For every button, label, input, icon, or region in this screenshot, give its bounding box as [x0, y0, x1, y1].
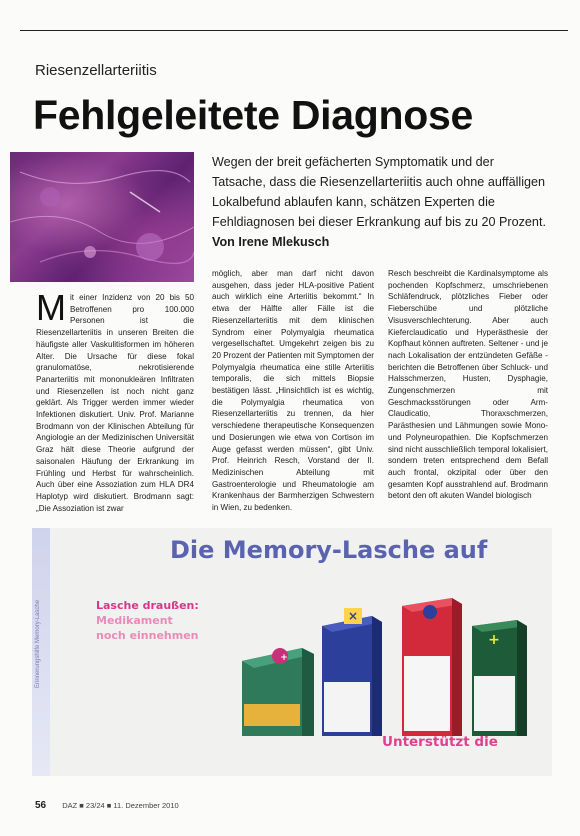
- page-number: 56: [35, 800, 47, 811]
- box-blue: [322, 608, 382, 736]
- ad-left-line-1: Lasche draußen:: [96, 599, 199, 612]
- medication-boxes: [232, 586, 532, 736]
- box-red: [402, 598, 462, 736]
- column-3-text: Resch beschreibt die Kardinalsymptome als pochenden Kopfschmerz, umschriebenen Schläfendruck, plötzliches Fieber oder Fieberschübe und plötzliche Visusverschlechterung. Aber auch Kieferclaudicatio und Hyperästhesie der Kopfhaut können auftreten. Seltener - und je nach Lokalisation der entzündeten Gefäße - berichten die Betroffenen über Schluck- und Halsschmerzen, Husten, Dysphagie, Zungenschmerzen mit Geschmacksstörungen oder Arm-Claudicatio, Thoraxschmerzen, Parästhesien und Lähmungen sowie Mono- und Polyneuropathien. Die Kopfschmerzen sind nicht ausschließlich temporal lokalisiert, sondern treten entsprechend dem Befall auch frontal, okzipital oder über den gesamten Kopf ausstrahlend auf. Brodmann betont den oft akuten Wandel biologisch: [388, 269, 548, 501]
- svg-text:+: +: [280, 653, 288, 663]
- ad-left-line-3: noch einnehmen: [96, 629, 199, 642]
- drop-cap: M: [36, 287, 66, 328]
- body-column-3: [388, 268, 548, 502]
- kicker: Riesenzellarteriitis: [35, 62, 157, 79]
- svg-text:×: ×: [347, 609, 359, 623]
- histology-photo: [10, 152, 194, 282]
- ad-left-line-2: Medikament: [96, 614, 173, 627]
- ad-side-strip: [32, 528, 50, 776]
- headline: Fehlgeleitete Diagnose: [33, 92, 473, 138]
- issue-info: DAZ ■ 23/24 ■ 11. Dezember 2010: [62, 801, 179, 810]
- lead-paragraph: [212, 152, 547, 252]
- top-rule: [20, 30, 568, 31]
- column-2-text: möglich, aber man darf nicht davon ausgehen, dass jeder HLA-positive Patient auch wirklich eine Arteriitis bekommt.“ In etwa der Hälfte aller Fälle ist die Riesenzellarteriitis mit dem klinischen Syndrom einer Polymyalgia rheumatica vergesellschaftet. Umgekehrt zeigen bis zu 20 Prozent der Patienten mit Symptomen der Polymyalgia rheumatica eine stille Arteriitis temporalis, die sich mittels Biopsie bestätigen lässt. „Hinsichtlich ist es wichtig, die Polymyalgia rheumatica von Riesenzellarteriitis zu trennen, da hier verschiedene therapeutische Konsequenzen und Dosierungen wie etwa von Cortison im Auge gefasst werden müssen“, gibt Univ. Prof. Heinrich Resch, Vorstand der II. Medizinischen Abteilung mit Gastroenterologie und Rheumatologie am Krankenhaus der Barmherzigen Schwestern in Wien, zu bedenken.: [212, 269, 374, 513]
- box-green-pink: [242, 648, 314, 736]
- body-column-2: [212, 268, 374, 514]
- author-byline: Von Irene Mlekusch: [212, 235, 330, 249]
- column-1-text: it einer Inzidenz von 20 bis 50 Betroffenen pro 100.000 Personen ist die Riesenzellarteriitis in unseren Breiten die häufigste aller Vaskulitisformen im höheren Alter. Die Ursache für diese fokal granulomatöse, nekrotisierende Panarteriitis mit mononukleären Infiltraten und Riesenzellen ist noch nicht ganz geklärt. Als Trigger werden immer wieder Infektionen diskutiert. Univ. Prof. Marianne Brodmann von der Klinischen Abteilung für Angiologie an der Medizinischen Universität Graz hält diese Theorie aufgrund der saisonalen Häufung der Erkrankung im Frühling und Herbst für wahrscheinlich. Auch über eine Assoziation zum HLA DR4 Haplotyp wird diskutiert. Brodmann sagt: „Die Assoziation ist zwar: [36, 293, 194, 513]
- advertisement: [32, 528, 552, 776]
- ad-bottom-slogan: Unterstützt die: [382, 734, 498, 750]
- body-column-1: [36, 287, 194, 514]
- page-footer: [35, 800, 179, 811]
- box-dark-green: [472, 620, 527, 736]
- ad-title: Die Memory-Lasche auf: [170, 536, 488, 564]
- svg-text:+: +: [488, 632, 500, 648]
- ad-left-text: [96, 598, 199, 643]
- ad-strip-text: Erinnerungshilfe Memory-Lasche: [35, 599, 41, 688]
- lead-text: Wegen der breit gefächerten Symptomatik und der Tatsache, dass die Riesenzellarteriitis auch ohne auffälligen Lokalbefund ablaufen kann, schätzen Experten die Fehldiagnosen bei dieser Erkrankung auf bis zu 20 Prozent.: [212, 155, 546, 229]
